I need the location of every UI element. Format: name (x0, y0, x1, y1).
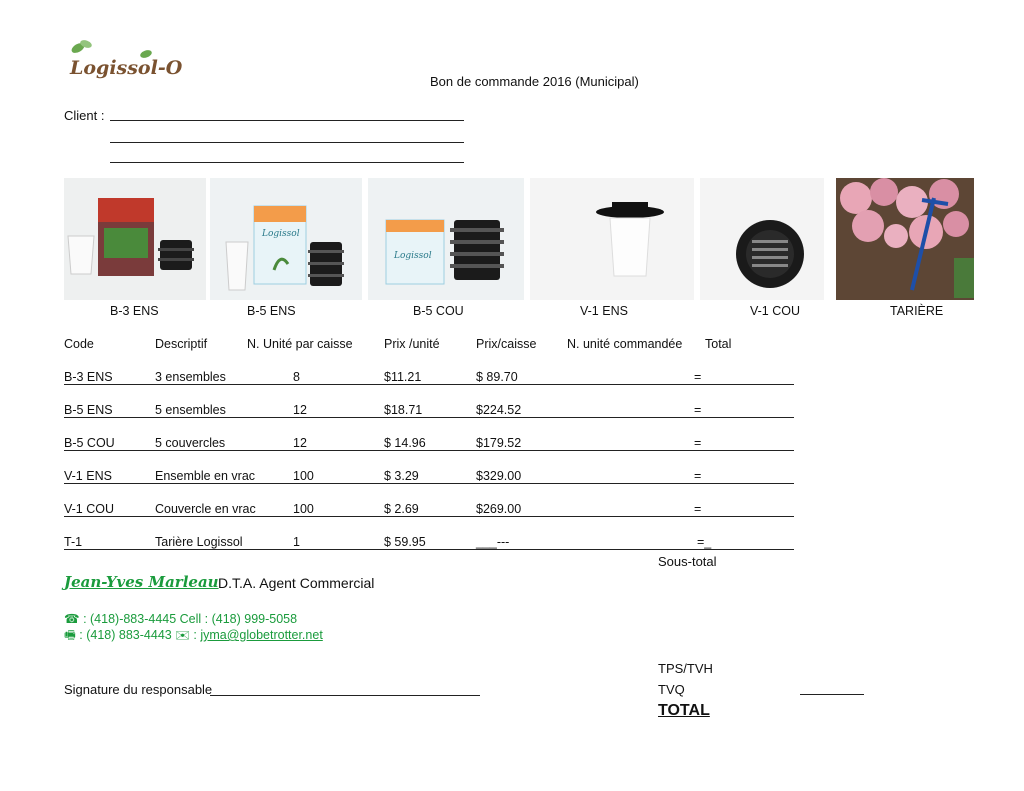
column-header-case-price: Prix/caisse (476, 337, 537, 351)
subtotal-label: Sous-total (658, 554, 717, 569)
cell-code: B-3 ENS (64, 370, 113, 384)
product-image-b5-cou (368, 178, 524, 300)
client-line-3[interactable] (110, 162, 464, 163)
client-label: Client : (64, 108, 105, 123)
product-image-v1-ens (530, 178, 694, 300)
cell-case-price: $224.52 (476, 403, 522, 417)
email-link[interactable]: jyma@globetrotter.net (200, 628, 323, 642)
fax-number: : (418) 883-4443 (79, 628, 172, 642)
agent-name: Jean-Yves Marleau (64, 573, 219, 591)
row-underline[interactable] (64, 384, 794, 385)
cell-units-per-case: 12 (293, 436, 307, 450)
cell-description: Tarière Logissol (155, 535, 243, 549)
cell-unit-price: $ 2.69 (384, 502, 419, 516)
total-equals: =_ (697, 535, 712, 549)
column-header-qty-ordered: N. unité commandée (567, 337, 683, 351)
total-equals: = (694, 502, 702, 516)
column-header-total: Total (705, 337, 732, 351)
phone-line (64, 611, 297, 626)
product-image-v1-cou (700, 178, 824, 300)
product-image-b5-ens (210, 178, 362, 300)
cell-case-price: $269.00 (476, 502, 522, 516)
row-underline[interactable] (64, 483, 794, 484)
total-equals: = (694, 469, 702, 483)
product-label: V-1 ENS (580, 304, 628, 318)
svg-text:Logissol: Logissol (262, 229, 300, 239)
total-equals: = (694, 370, 702, 384)
row-underline[interactable] (64, 417, 794, 418)
cell-unit-price: $18.71 (384, 403, 423, 417)
cell-code: B-5 ENS (64, 403, 113, 417)
product-image-b3-ens (64, 178, 206, 300)
client-line-1[interactable] (110, 120, 464, 121)
cell-code: V-1 COU (64, 502, 115, 516)
fax-email-line (64, 626, 323, 647)
product-label: B-5 ENS (247, 304, 296, 318)
row-underline[interactable] (64, 450, 794, 451)
document-title: Bon de commande 2016 (Municipal) (430, 74, 639, 89)
tvq-amount-line[interactable] (800, 694, 864, 695)
total-label: TOTAL (658, 702, 710, 719)
cell-unit-price: $ 14.96 (384, 436, 426, 450)
cell-description: 5 ensembles (155, 403, 226, 417)
product-label: TARIÈRE (890, 304, 944, 318)
product-label: B-5 COU (413, 304, 464, 318)
column-header-code: Code (64, 337, 94, 351)
product-image-tariere (836, 178, 974, 300)
cell-unit-price: $11.21 (384, 370, 422, 384)
column-header-units: N. Unité par caisse (247, 337, 353, 351)
cell-code: B-5 COU (64, 436, 115, 450)
cell-description: Couvercle en vrac (155, 502, 256, 516)
cell-units-per-case: 12 (293, 403, 307, 417)
cell-units-per-case: 8 (293, 370, 300, 384)
client-line-2[interactable] (110, 142, 464, 143)
cell-case-price: ___--- (476, 535, 510, 549)
cell-case-price: $ 89.70 (476, 370, 518, 384)
total-equals: = (694, 436, 702, 450)
cell-units-per-case: 1 (293, 535, 300, 549)
row-underline[interactable] (64, 516, 794, 517)
column-header-descriptif: Descriptif (155, 337, 208, 351)
phone-numbers: : (418)-883-4445 Cell : (418) 999-5058 (83, 612, 298, 626)
total-equals: = (694, 403, 702, 417)
cell-description: 3 ensembles (155, 370, 226, 384)
cell-unit-price: $ 59.95 (384, 535, 426, 549)
product-label: B-3 ENS (110, 304, 159, 318)
tps-label: TPS/TVH (658, 661, 713, 676)
cell-description: 5 couvercles (155, 436, 226, 450)
svg-text:Logissol: Logissol (394, 251, 432, 261)
cell-case-price: $179.52 (476, 436, 522, 450)
signature-label: Signature du responsable (64, 682, 213, 697)
cell-units-per-case: 100 (293, 502, 314, 516)
fax-icon: 🖷 (64, 628, 76, 642)
svg-text:Logissol-O: Logissol-O (70, 57, 183, 79)
signature-line[interactable] (210, 695, 480, 696)
column-header-unit-price: Prix /unité (384, 337, 440, 351)
email-icon: ✉ (175, 628, 190, 642)
cell-code: T-1 (64, 535, 83, 549)
cell-code: V-1 ENS (64, 469, 112, 483)
row-underline[interactable] (64, 549, 794, 550)
email-separator: : (193, 628, 197, 642)
cell-unit-price: $ 3.29 (384, 469, 419, 483)
cell-description: Ensemble en vrac (155, 469, 256, 483)
cell-units-per-case: 100 (293, 469, 314, 483)
phone-icon: ☎ (64, 612, 80, 626)
company-logo (64, 34, 183, 86)
tvq-label: TVQ (658, 682, 685, 697)
cell-case-price: $329.00 (476, 469, 522, 483)
product-label: V-1 COU (750, 304, 801, 318)
agent-title: D.T.A. Agent Commercial (218, 575, 375, 591)
